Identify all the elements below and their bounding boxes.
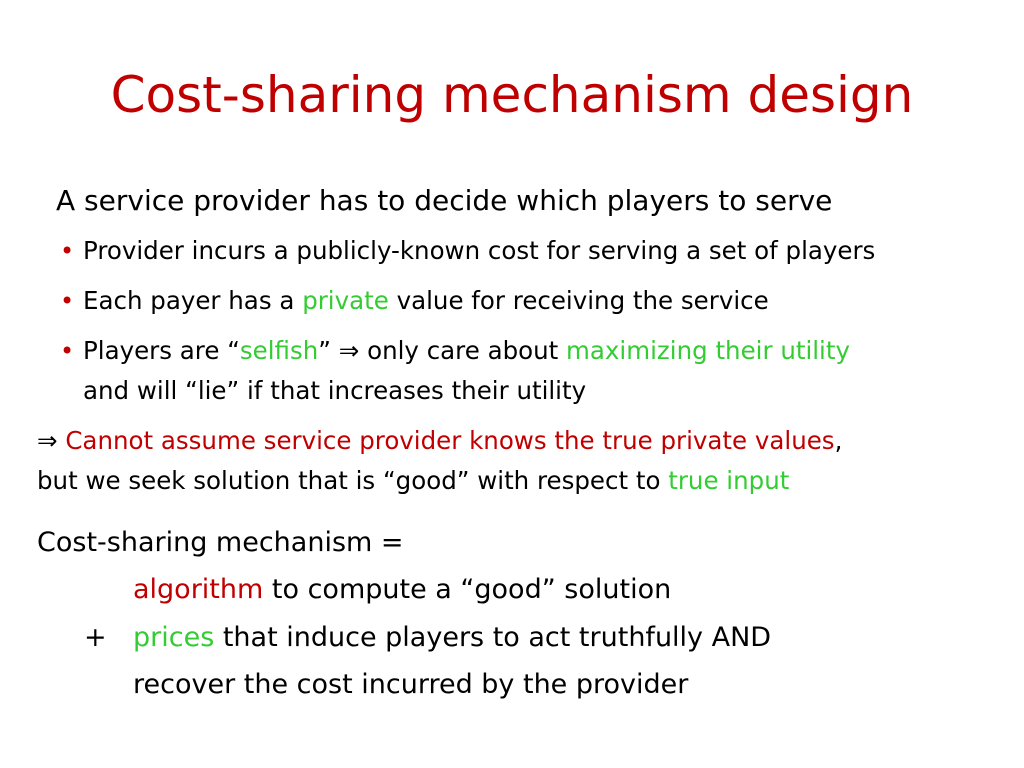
mechanism-heading: Cost-sharing mechanism = bbox=[37, 527, 404, 558]
mechanism-prices-line bbox=[133, 621, 771, 655]
note-comma: , bbox=[834, 426, 843, 455]
bullet-text bbox=[83, 284, 769, 318]
bullet-text-part: Players are “ bbox=[83, 336, 240, 365]
bullet-continuation: and will “lie” if that increases their utility bbox=[83, 376, 587, 405]
highlight-prices: prices bbox=[133, 622, 215, 653]
plus-sign: + bbox=[84, 622, 107, 653]
highlight-private: private bbox=[302, 286, 389, 315]
mechanism-algorithm-line bbox=[133, 573, 671, 607]
bullet-dot-icon: • bbox=[60, 287, 75, 315]
intro-text: A service provider has to decide which players to serve bbox=[56, 184, 833, 217]
bullet-text bbox=[83, 334, 850, 368]
bullet-dot-icon: • bbox=[60, 237, 75, 265]
bullet-text-part: Each payer has a bbox=[83, 286, 303, 315]
bullet-text-part: value for receiving the service bbox=[388, 286, 769, 315]
implication-line-1 bbox=[37, 424, 842, 458]
highlight-maximizing: maximizing their utility bbox=[566, 336, 850, 365]
highlight-algorithm: algorithm bbox=[133, 574, 264, 605]
bullet-text: Provider incurs a publicly-known cost for serving a set of players bbox=[83, 236, 876, 265]
mechanism-text: that induce players to act truthfully AND bbox=[214, 622, 772, 653]
bullet-text-part: ” ⇒ only care about bbox=[318, 336, 567, 365]
mechanism-prices-line-2: recover the cost incurred by the provider bbox=[133, 669, 689, 700]
bullet-dot-icon: • bbox=[60, 337, 75, 365]
highlight-selfish: selfish bbox=[239, 336, 319, 365]
implication-line-2 bbox=[37, 464, 789, 498]
implies-icon: ⇒ bbox=[37, 426, 66, 455]
mechanism-text: to compute a “good” solution bbox=[263, 574, 672, 605]
highlight-cannot-assume: Cannot assume service provider knows the true private values bbox=[65, 426, 835, 455]
slide-title: Cost-sharing mechanism design bbox=[110, 66, 914, 124]
note-text: but we seek solution that is “good” with respect to bbox=[37, 466, 669, 495]
highlight-true-input: true input bbox=[668, 466, 790, 495]
